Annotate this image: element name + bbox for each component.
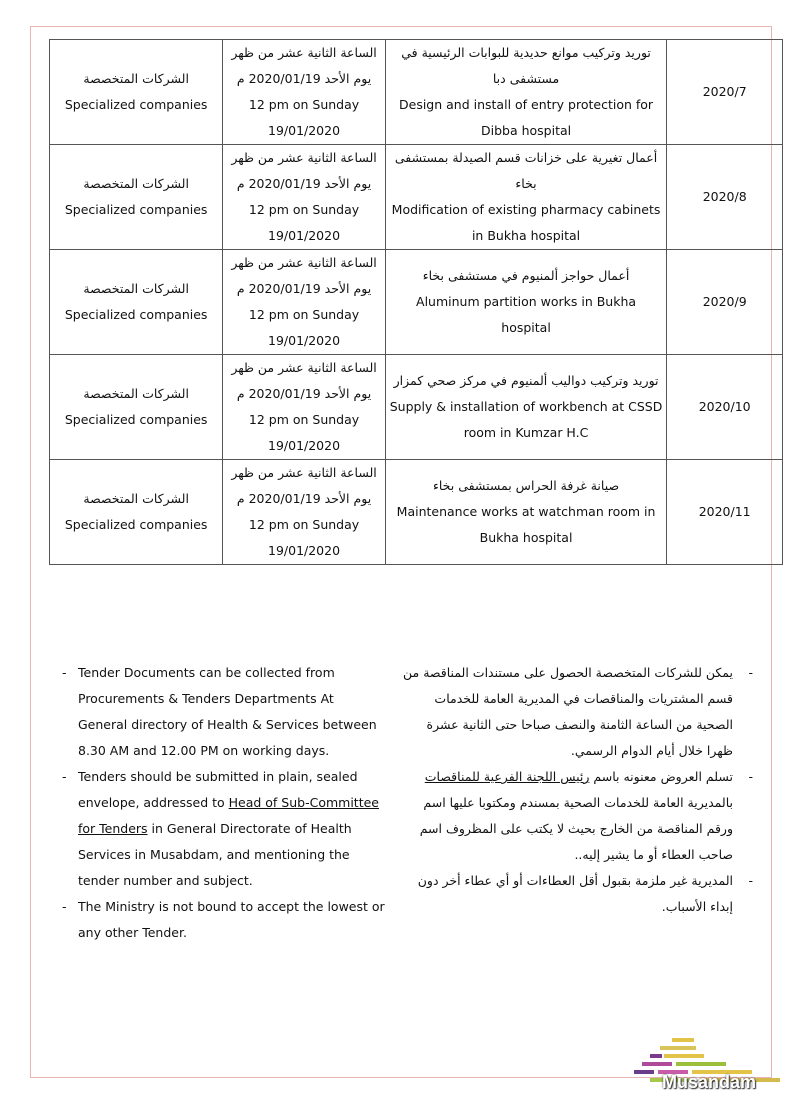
eligibility-en: Specialized companies bbox=[64, 202, 208, 217]
table-row bbox=[50, 355, 783, 460]
tender-number: 2020/10 bbox=[698, 399, 751, 414]
notes-english bbox=[60, 660, 385, 946]
work-ar: أعمال تغيرية على خزانات قسم الصيدلة بمستشفى بخاء bbox=[394, 150, 658, 191]
deadline-en-line2: 19/01/2020 bbox=[268, 333, 341, 348]
tender-number-cell bbox=[667, 460, 783, 565]
work-ar: توريد وتركيب موانع حديدية للبوابات الرئيسية في مستشفى دبا bbox=[401, 45, 651, 86]
eligibility-en: Specialized companies bbox=[64, 307, 208, 322]
tender-number-cell bbox=[667, 40, 783, 145]
work-en: Design and install of entry protection for Dibba hospital bbox=[399, 97, 654, 138]
eligibility-ar: الشركات المتخصصة bbox=[83, 491, 189, 506]
tender-number-cell bbox=[667, 355, 783, 460]
work-description-cell bbox=[385, 460, 667, 565]
deadline-cell bbox=[223, 40, 385, 145]
work-description-cell bbox=[385, 355, 667, 460]
deadline-ar-line2: يوم الأحد 2020/01/19 م bbox=[236, 176, 372, 191]
logo-text: Musandam bbox=[662, 1072, 757, 1092]
deadline-ar-line1: الساعة الثانية عشر من ظهر bbox=[231, 360, 377, 375]
table-row bbox=[50, 40, 783, 145]
note-ar-submission: - تسلم العروض معنونه باسم رئيس اللجنة الفرعية للمناقصات بالمديرية العامة للخدمات الصحية بمسندم ومكتوبا عليها اسم ورقم المناقصة من الخارج بحيث لا يكتب على المظروف اسم صاحب العطاء أو ما يشير إليه.. bbox=[419, 769, 753, 862]
note-en-submission: - Tenders should be submitted in plain, sealed envelope, addressed to Head of Sub-Committee for Tenders in General Directorate of Health Services in Musabdam, and mentioning the tender number and subject. bbox=[62, 769, 379, 888]
deadline-ar-line2: يوم الأحد 2020/01/19 م bbox=[236, 386, 372, 401]
deadline-cell bbox=[223, 145, 385, 250]
table-row bbox=[50, 460, 783, 565]
note-ar-ministry: - المديرية غير ملزمة بقبول أقل العطاءات أو أي عطاء أخر دون إبداء الأسباب. bbox=[417, 873, 753, 914]
work-description-cell bbox=[385, 40, 667, 145]
deadline-cell bbox=[223, 355, 385, 460]
eligibility-ar: الشركات المتخصصة bbox=[83, 281, 189, 296]
eligibility-cell bbox=[50, 355, 223, 460]
deadline-ar-line1: الساعة الثانية عشر من ظهر bbox=[231, 45, 377, 60]
work-en: Aluminum partition works in Bukha hospital bbox=[416, 294, 637, 335]
deadline-cell bbox=[223, 250, 385, 355]
eligibility-ar: الشركات المتخصصة bbox=[83, 176, 189, 191]
eligibility-cell bbox=[50, 145, 223, 250]
notes-arabic bbox=[400, 660, 755, 920]
work-description-cell bbox=[385, 250, 667, 355]
note-ar-documents: - يمكن للشركات المتخصصة الحصول على مستندات المناقصة من قسم المشتريات والمناقصات في المديرية العامة للخدمات الصحية من الساعة الثامنة والنصف صباحا حتى الثانية عشرة ظهرا خلال أيام الدوام الرسمي. bbox=[403, 665, 753, 758]
table-row bbox=[50, 250, 783, 355]
work-ar: صيانة غرفة الحراس بمستشفى بخاء bbox=[432, 478, 620, 493]
note-en-documents: - Tender Documents can be collected from Procurements & Tenders Departments At General directory of Health & Services between 8.30 AM and 12.00 PM on working days. bbox=[62, 665, 377, 758]
work-ar: توريد وتركيب دواليب ألمنيوم في مركز صحي كمزار bbox=[393, 373, 659, 388]
deadline-cell bbox=[223, 460, 385, 565]
eligibility-en: Specialized companies bbox=[64, 517, 208, 532]
work-ar: أعمال حواجز ألمنيوم في مستشفى بخاء bbox=[422, 268, 630, 283]
tender-number: 2020/9 bbox=[702, 294, 747, 309]
eligibility-ar: الشركات المتخصصة bbox=[83, 71, 189, 86]
deadline-en-line1: 12 pm on Sunday bbox=[248, 97, 360, 112]
deadline-en-line1: 12 pm on Sunday bbox=[248, 202, 360, 217]
deadline-en-line1: 12 pm on Sunday bbox=[248, 307, 360, 322]
table-row bbox=[50, 145, 783, 250]
deadline-ar-line1: الساعة الثانية عشر من ظهر bbox=[231, 465, 377, 480]
tender-number: 2020/8 bbox=[702, 189, 747, 204]
committee-name: Head of Sub-Committee for Tenders bbox=[78, 795, 379, 836]
eligibility-en: Specialized companies bbox=[64, 412, 208, 427]
tender-number-cell bbox=[667, 250, 783, 355]
committee-name-ar: رئيس اللجنة الفرعية للمناقصات bbox=[424, 769, 590, 784]
deadline-en-line2: 19/01/2020 bbox=[268, 438, 341, 453]
deadline-ar-line2: يوم الأحد 2020/01/19 م bbox=[236, 71, 372, 86]
deadline-ar-line1: الساعة الثانية عشر من ظهر bbox=[231, 255, 377, 270]
work-en: Maintenance works at watchman room in Bukha hospital bbox=[396, 504, 656, 545]
deadline-ar-line2: يوم الأحد 2020/01/19 م bbox=[236, 491, 372, 506]
deadline-en-line2: 19/01/2020 bbox=[268, 228, 341, 243]
work-en: Modification of existing pharmacy cabinets in Bukha hospital bbox=[391, 202, 661, 243]
deadline-en-line2: 19/01/2020 bbox=[268, 543, 341, 558]
eligibility-cell bbox=[50, 250, 223, 355]
eligibility-cell bbox=[50, 460, 223, 565]
note-en-ministry: - The Ministry is not bound to accept the lowest or any other Tender. bbox=[62, 899, 385, 940]
tender-number: 2020/7 bbox=[702, 84, 747, 99]
deadline-en-line1: 12 pm on Sunday bbox=[248, 412, 360, 427]
tender-number-cell bbox=[667, 145, 783, 250]
deadline-en-line1: 12 pm on Sunday bbox=[248, 517, 360, 532]
deadline-en-line2: 19/01/2020 bbox=[268, 123, 341, 138]
eligibility-cell bbox=[50, 40, 223, 145]
work-description-cell bbox=[385, 145, 667, 250]
tender-number: 2020/11 bbox=[698, 504, 751, 519]
deadline-ar-line1: الساعة الثانية عشر من ظهر bbox=[231, 150, 377, 165]
eligibility-en: Specialized companies bbox=[64, 97, 208, 112]
eligibility-ar: الشركات المتخصصة bbox=[83, 386, 189, 401]
deadline-ar-line2: يوم الأحد 2020/01/19 م bbox=[236, 281, 372, 296]
work-en: Supply & installation of workbench at CSSD room in Kumzar H.C bbox=[389, 399, 663, 440]
tenders-table bbox=[49, 39, 783, 565]
